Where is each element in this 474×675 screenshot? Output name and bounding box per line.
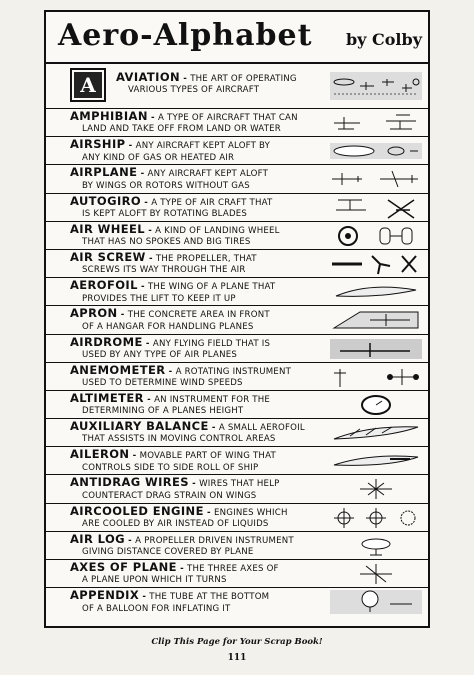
entry-term: AUTOGIRO <box>70 193 142 208</box>
entry-term: AIRPLANE <box>70 165 138 180</box>
entry-text <box>70 503 328 531</box>
entry-row <box>46 588 428 616</box>
entry-list <box>46 64 428 616</box>
entry-definition-line1: ENGINES WHICH <box>214 507 288 518</box>
entry-text <box>70 562 328 587</box>
entry-definition-line1: MOVABLE PART OF WING THAT <box>139 451 276 462</box>
entry-text <box>70 280 328 305</box>
amphibian-plane-icon <box>330 111 422 135</box>
clip-caption: Clip This Page for Your Scrap Book! <box>151 637 323 647</box>
entry-definition-line2: PROVIDES THE LIFT TO KEEP IT UP <box>82 293 236 304</box>
entry-definition-line2: IS KEPT ALOFT BY ROTATING BLADES <box>82 208 248 219</box>
entry-definition-line1: A KIND OF LANDING WHEEL <box>155 225 280 236</box>
anemometer-icon <box>330 365 422 389</box>
entry-definition-line2: GIVING DISTANCE COVERED BY PLANE <box>82 547 254 558</box>
entry-definition-line2: USED TO DETERMINE WIND SPEEDS <box>82 378 243 389</box>
entry-text <box>70 421 328 446</box>
entry-row <box>46 165 428 193</box>
entry-row <box>46 137 428 165</box>
entry-text <box>70 477 328 502</box>
entry-dash: - <box>124 535 136 546</box>
entry-definition-line2: THAT HAS NO SPOKES AND BIG TIRES <box>82 237 251 248</box>
entry-dash: - <box>145 253 156 264</box>
airplane-icon <box>330 167 422 191</box>
entry-dash: - <box>142 338 153 349</box>
entry-definition-line1: AN INSTRUMENT FOR THE <box>154 394 271 405</box>
title-row <box>46 12 428 64</box>
page-number: 111 <box>227 653 247 663</box>
entry-text <box>70 590 328 615</box>
entry-definition-line1: THE CONCRETE AREA IN FRONT <box>127 310 270 321</box>
entry-term: APPENDIX <box>70 588 140 603</box>
entry-term: ANTIDRAG WIRES <box>70 475 189 490</box>
entry-definition-line2: OF A HANGAR FOR HANDLING PLANES <box>82 321 254 332</box>
entry-dash: - <box>176 564 188 574</box>
airfield-icon <box>330 337 422 361</box>
wheel-icon <box>330 224 422 248</box>
entry-definition-line1: THE ART OF OPERATING <box>190 74 297 84</box>
entry-dash: - <box>125 141 136 152</box>
entry-definition-line1: ANY AIRCRAFT KEPT ALOFT BY <box>135 141 271 152</box>
entry-dash: - <box>143 394 155 405</box>
axes-icon <box>330 562 422 586</box>
entry-dash: - <box>139 592 150 603</box>
entry-dash: - <box>147 113 159 123</box>
entry-definition-line1: A TYPE OF AIR CRAFT THAT <box>151 197 273 208</box>
entry-definition-line1: THE THREE AXES OF <box>187 564 279 574</box>
entry-definition-line2: A PLANE UPON WHICH IT TURNS <box>82 575 227 586</box>
entry-dash: - <box>137 282 148 293</box>
entry-definition-line2: ANY KIND OF GAS OR HEATED AIR <box>82 152 235 163</box>
entry-definition-line1: THE PROPELLER, THAT <box>155 253 257 264</box>
wire-plane-icon <box>330 477 422 501</box>
entry-definition-line1: ANY FLYING FIELD THAT IS <box>152 338 271 349</box>
entry-row <box>46 475 428 503</box>
aircraft-row-icon <box>330 70 422 102</box>
entry-row <box>46 222 428 250</box>
entry-row <box>46 335 428 363</box>
entry-text <box>70 249 328 277</box>
page-title: Aero-Alphabet <box>58 18 313 53</box>
entry-term: AVIATION <box>116 70 181 84</box>
author-byline: by Colby <box>345 30 422 49</box>
entry-text <box>70 390 328 418</box>
entry-definition-line1: A ROTATING INSTRUMENT <box>175 366 292 377</box>
entry-definition-line1: A SMALL AEROFOIL <box>218 423 305 434</box>
entry-definition-line2: THAT ASSISTS IN MOVING CONTROL AREAS <box>82 434 276 445</box>
balloon-icon <box>330 590 422 614</box>
entry-row <box>46 250 428 278</box>
entry-term: AEROFOIL <box>70 278 138 293</box>
entry-term: AMPHIBIAN <box>70 109 148 123</box>
entry-term: AXES OF PLANE <box>70 560 177 574</box>
entry-definition-line2: DETERMINING OF A PLANES HEIGHT <box>82 406 244 417</box>
entry-definition-line2: CONTROLS SIDE TO SIDE ROLL OF SHIP <box>82 462 259 473</box>
entry-text <box>70 334 328 362</box>
entry-row <box>46 504 428 532</box>
entry-dash: - <box>208 423 219 434</box>
entry-term: AUXILIARY BALANCE <box>70 419 209 434</box>
autogiro-icon <box>330 196 422 220</box>
aileron-icon <box>330 449 422 473</box>
entry-definition-line2: SCREWS ITS WAY THROUGH THE AIR <box>82 265 246 276</box>
entry-term: AIRDROME <box>70 334 143 349</box>
air-log-icon <box>330 534 422 558</box>
entry-row <box>46 109 428 137</box>
entry-row <box>46 419 428 447</box>
entry-definition-line1: A PROPELLER DRIVEN INSTRUMENT <box>135 535 294 546</box>
entry-row <box>46 194 428 222</box>
entry-definition-line2: VARIOUS TYPES OF AIRCRAFT <box>128 85 260 96</box>
entry-dash: - <box>141 197 152 208</box>
entry-definition-line2: USED BY ANY TYPE OF AIR PLANES <box>82 349 237 360</box>
entry-term: AIR LOG <box>70 531 125 546</box>
entry-term: APRON <box>70 306 118 321</box>
entry-row <box>46 363 428 391</box>
entry-dash: - <box>188 479 200 490</box>
drop-cap: A <box>70 68 106 102</box>
entry-row <box>46 306 428 334</box>
entry-row <box>46 532 428 560</box>
entry-text <box>70 167 328 192</box>
entry-text <box>116 72 336 97</box>
entry-term: AIRCOOLED ENGINE <box>70 503 204 518</box>
entry-definition-line1: ANY AIRCRAFT KEPT ALOFT <box>147 169 269 180</box>
entry-dash: - <box>129 451 140 462</box>
entry-term: ALTIMETER <box>70 390 144 405</box>
entry-row <box>46 64 428 109</box>
entry-row <box>46 447 428 475</box>
entry-definition-line2: COUNTERACT DRAG STRAIN ON WINGS <box>82 490 257 501</box>
propeller-icon <box>330 252 422 276</box>
apron-icon <box>330 308 422 332</box>
entry-text <box>70 308 328 333</box>
entry-row <box>46 560 428 588</box>
blimp-icon <box>330 139 422 163</box>
entry-text <box>70 111 328 136</box>
entry-dash: - <box>203 507 214 518</box>
entry-text <box>70 531 328 559</box>
entry-text <box>70 193 328 221</box>
entry-dash: - <box>117 310 128 321</box>
balance-wing-icon <box>330 421 422 445</box>
entry-definition-line1: THE WING OF A PLANE THAT <box>147 282 276 293</box>
entry-definition-line1: THE TUBE AT THE BOTTOM <box>149 592 270 603</box>
entry-text <box>70 221 328 249</box>
entry-dash: - <box>165 366 176 377</box>
entry-definition-line2: OF A BALLOON FOR INFLATING IT <box>82 603 231 614</box>
entry-text <box>70 362 328 390</box>
entry-term: ANEMOMETER <box>70 362 166 377</box>
entry-term: AIR SCREW <box>70 249 146 264</box>
entry-dash: - <box>145 225 156 236</box>
entry-dash: - <box>180 74 191 84</box>
glossary-frame <box>44 10 430 628</box>
radial-engine-icon <box>330 506 422 530</box>
wing-icon <box>330 280 422 304</box>
entry-definition-line2: BY WINGS OR ROTORS WITHOUT GAS <box>82 180 250 191</box>
entry-row <box>46 391 428 419</box>
entry-definition-line2: ARE COOLED BY AIR INSTEAD OF LIQUIDS <box>82 519 269 530</box>
entry-definition-line1: A TYPE OF AIRCRAFT THAT CAN <box>158 113 298 123</box>
altimeter-icon <box>330 393 422 417</box>
entry-text <box>70 449 328 474</box>
entry-definition-line1: WIRES THAT HELP <box>199 479 280 490</box>
entry-text <box>70 139 328 164</box>
entry-term: AIRSHIP <box>70 137 126 152</box>
entry-definition-line2: LAND AND TAKE OFF FROM LAND OR WATER <box>82 124 281 135</box>
entry-dash: - <box>137 169 148 180</box>
entry-row <box>46 278 428 306</box>
entry-term: AIR WHEEL <box>70 221 145 236</box>
entry-term: AILERON <box>70 447 130 462</box>
